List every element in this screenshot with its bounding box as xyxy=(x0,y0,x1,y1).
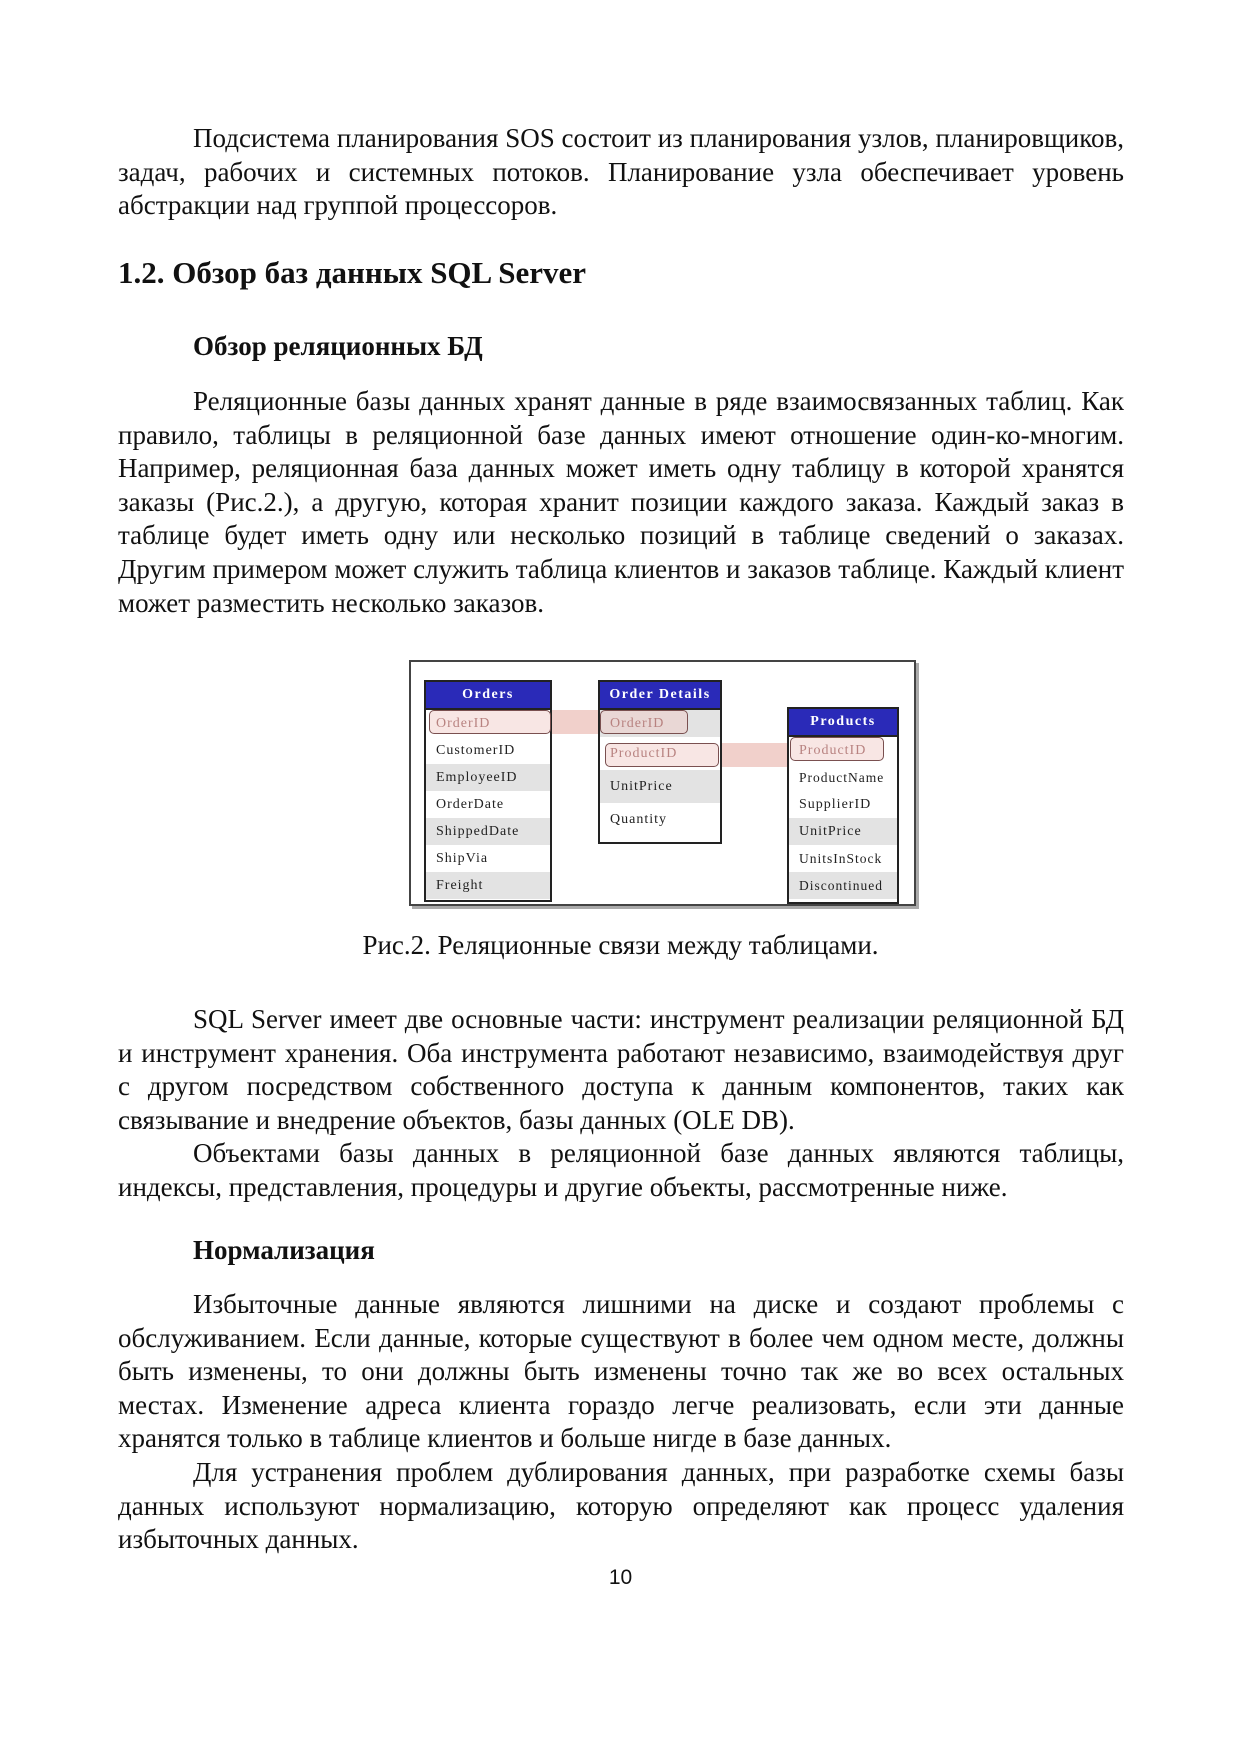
relations-diagram xyxy=(409,660,916,906)
orders-field-shipvia: ShipVia xyxy=(436,851,489,866)
orders-field-orderdate: OrderDate xyxy=(436,797,505,812)
products-field-discontinued: Discontinued xyxy=(789,872,897,899)
paragraph-normalization: Для устранения проблем дублирования данных, при разработке схемы базы данных используют нормализацию, которую определяют как процесс удаления избыточных данных. xyxy=(118,1457,1124,1555)
products-field-supplierid: SupplierID xyxy=(799,797,872,812)
section-heading: 1.2. Обзор баз данных SQL Server xyxy=(118,255,587,290)
order-details-field-quantity: Quantity xyxy=(610,812,667,827)
paragraph-db-objects: Объектами базы данных в реляционной базе данных являются таблицы, индексы, представления, процедуры и другие объекты, рассмотренные ниже. xyxy=(118,1138,1124,1202)
products-field-productid: ProductID xyxy=(799,743,867,758)
products-field-unitsinstock: UnitsInStock xyxy=(799,851,883,866)
products-field-productname: ProductName xyxy=(799,770,885,785)
paragraph-sos-scheduling: Подсистема планирования SOS состоит из планирования узлов, планировщиков, задач, рабочих и системных потоков. Планирование узла обеспечивает уровень абстракции над группой процессоров. xyxy=(118,123,1124,221)
products-productid-outline xyxy=(790,737,884,761)
order-details-field-orderid: OrderID xyxy=(600,710,720,737)
orders-orderid-outline xyxy=(429,710,551,734)
orders-field-freight: Freight xyxy=(426,872,550,899)
orders-field-customerid: CustomerID xyxy=(436,743,516,758)
order-details-productid-outline xyxy=(605,743,719,767)
orders-field-shippeddate: ShippedDate xyxy=(426,818,550,845)
orders-field-orderid: OrderID xyxy=(436,716,491,731)
paragraph-relational-db: Реляционные базы данных хранят данные в ряде взаимосвязанных таблиц. Как правило, таблицы в реляционной базе данных имеют отношение один-ко-многим. Например, реляционная база данных может иметь одну таблицу в которой хранятся заказы (Рис.2.), а другую, которая хранит позиции каждого заказа. Каждый заказ в таблице будет иметь одну или несколько позиций в таблице сведений о заказах. Другим примером может служить таблица клиентов и заказов таблице. Каждый клиент может разместить несколько заказов. xyxy=(118,386,1124,618)
orders-field-employeeid: EmployeeID xyxy=(426,764,550,791)
subheading-normalization: Нормализация xyxy=(193,1235,375,1265)
order-details-orderid-outline xyxy=(600,710,688,734)
paragraph-redundant-data: Избыточные данные являются лишними на диске и создают проблемы с обслуживанием. Если данные, которые существуют в более чем одном месте, должны быть изменены, то они должны быть изменены точно так же во всех остальных местах. Изменение адреса клиента гораздо легче реализовать, если эти данные хранятся только в таблице клиентов и больше нигде в базе данных. xyxy=(118,1289,1124,1454)
order-details-field-productid: ProductID xyxy=(610,746,678,761)
products-table-title: Products xyxy=(789,709,897,737)
order-details-table-title: Order Details xyxy=(600,682,720,710)
figure-caption: Рис.2. Реляционные связи между таблицами. xyxy=(362,930,879,960)
order-details-field-unitprice: UnitPrice xyxy=(600,770,720,803)
page-number: 10 xyxy=(608,1566,633,1589)
products-field-unitprice: UnitPrice xyxy=(789,818,897,845)
paragraph-sql-server-parts: SQL Server имеет две основные части: инструмент реализации реляционной БД и инструмент хранения. Оба инструмента работают независимо, взаимодействуя друг с другом посредством собственного доступа к данным компонентов, таких как связывание и внедрение объектов, базы данных (OLE DB). xyxy=(118,1004,1124,1135)
orders-table-title: Orders xyxy=(426,682,550,710)
subheading-relational: Обзор реляционных БД xyxy=(193,331,483,361)
